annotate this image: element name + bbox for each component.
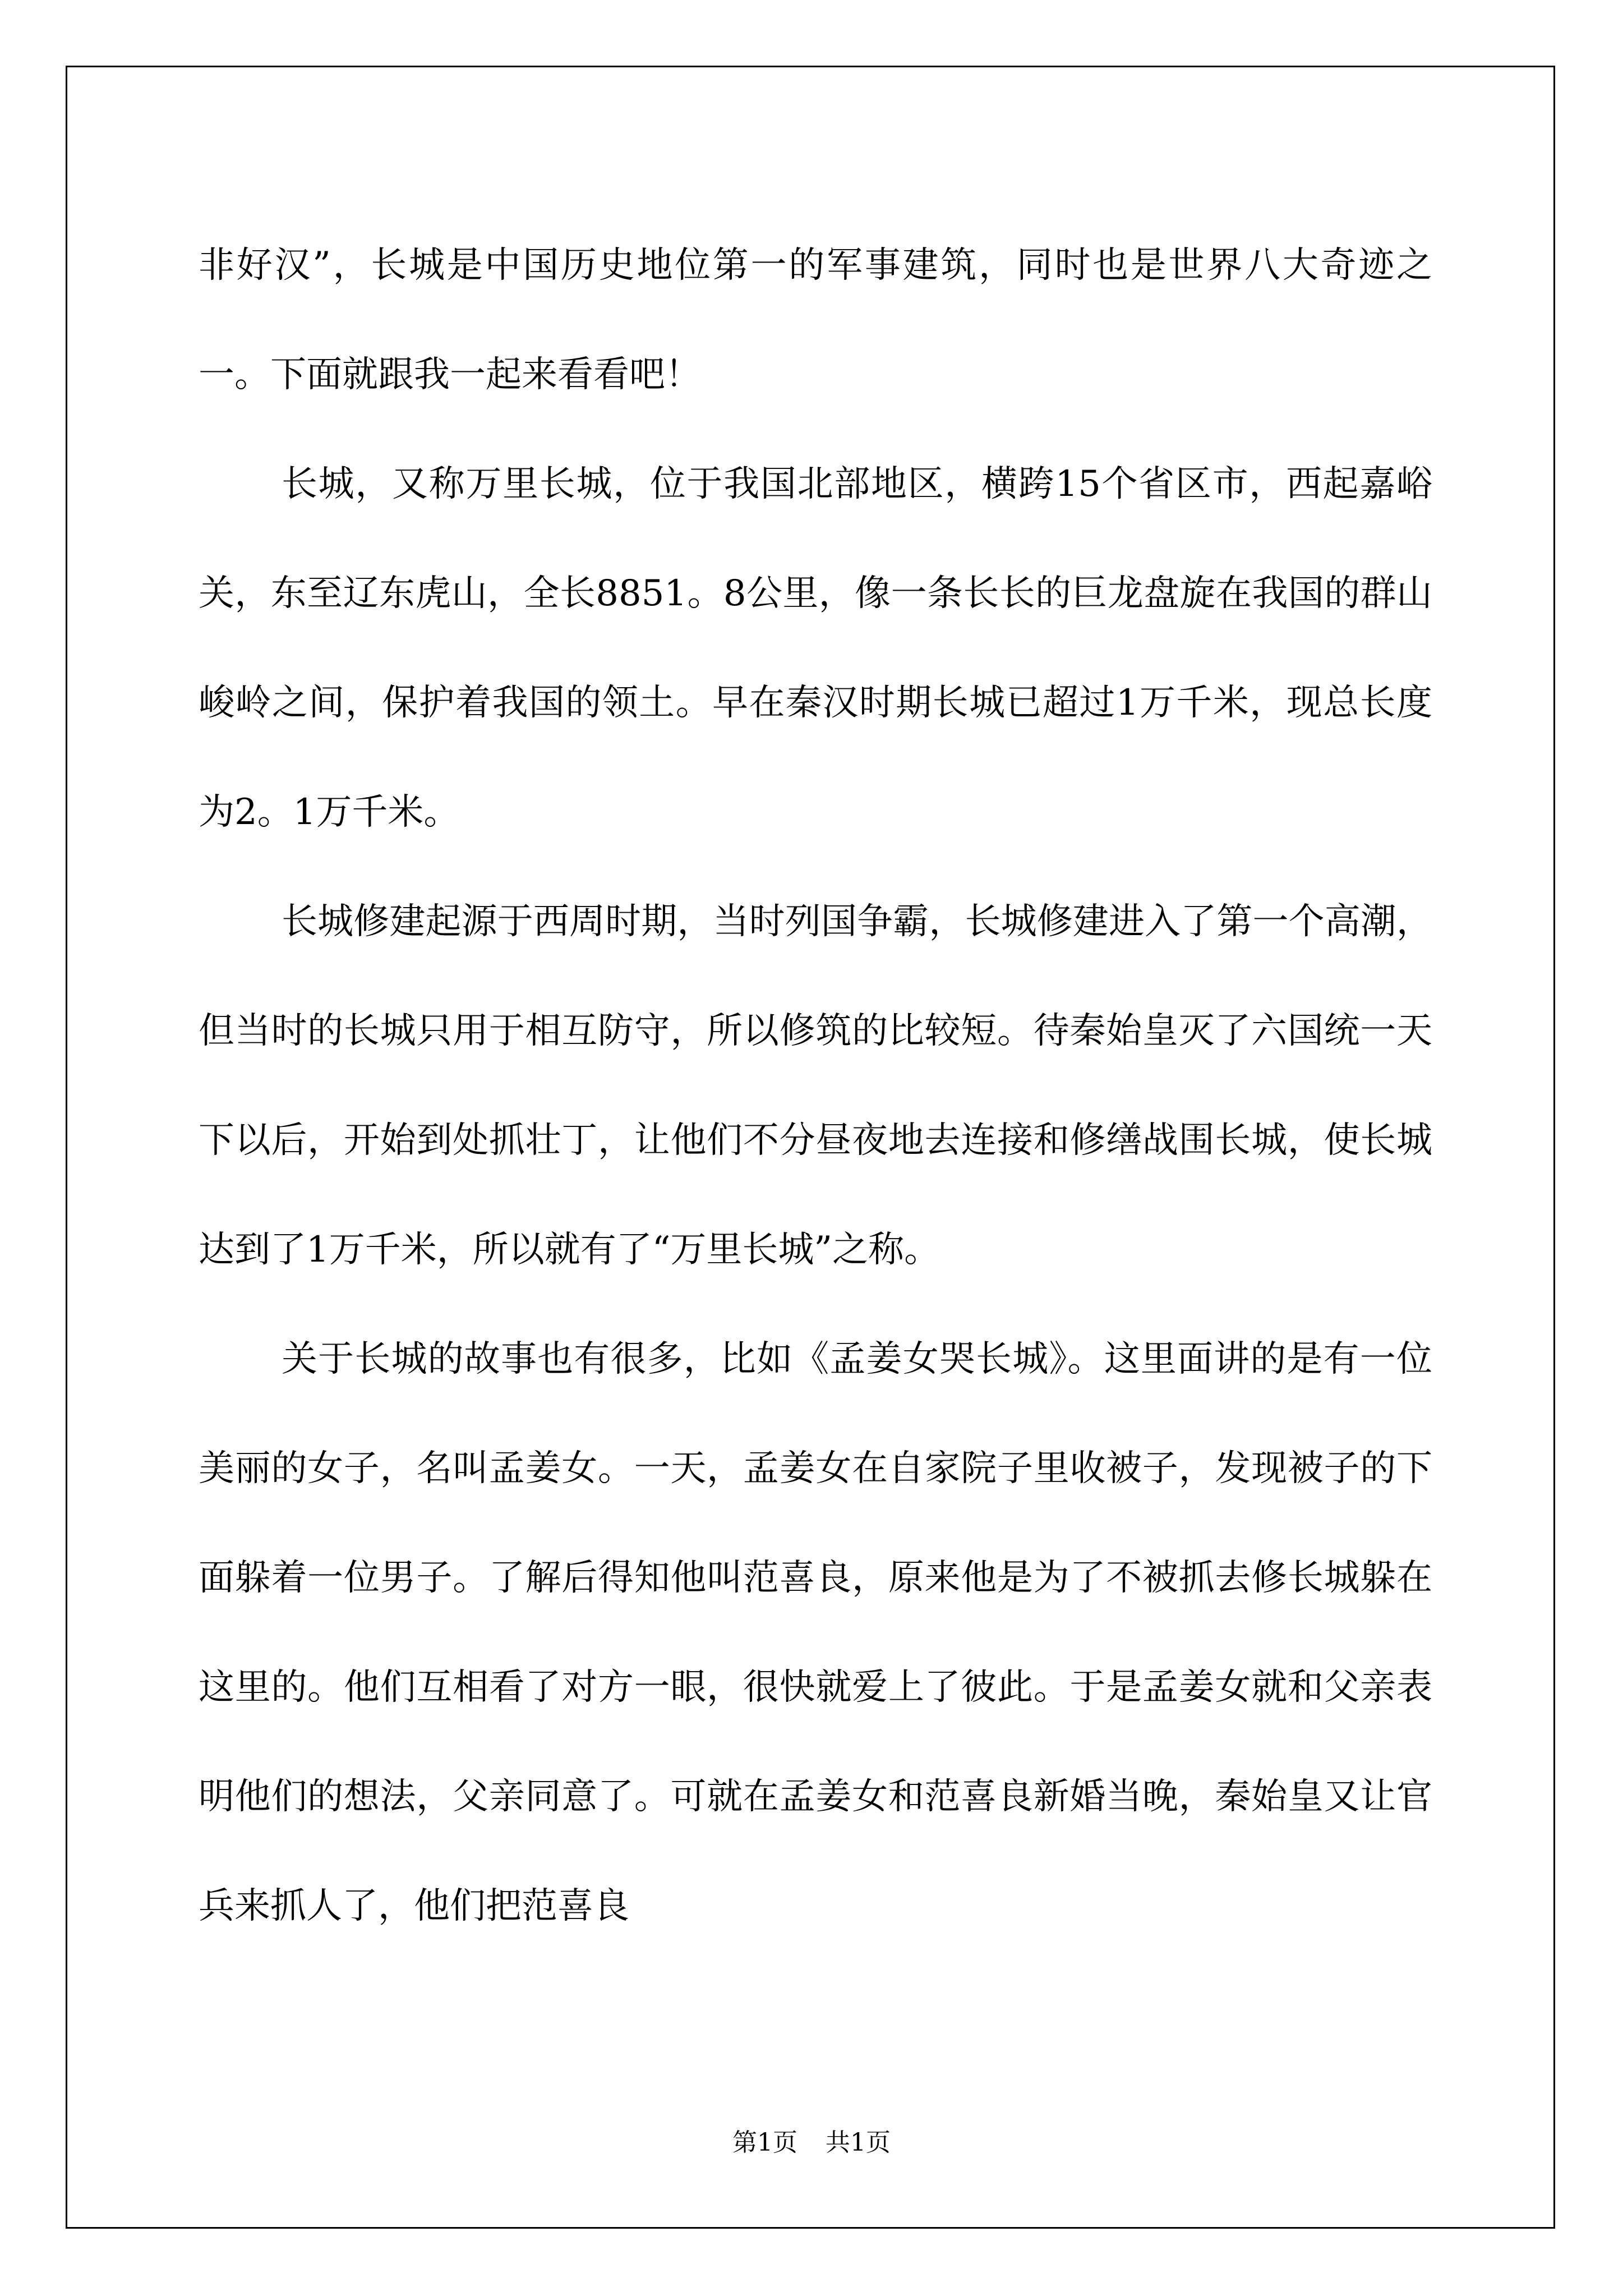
page-number-current: 第1页 [732,2128,797,2157]
paragraph-overview: 长城，又称万里长城，位于我国北部地区，横跨15个省区市，西起嘉峪关，东至辽东虎山，全长8851。8公里，像一条长长的巨龙盘旋在我国的群山峻岭之间，保护着我国的领土。早在秦汉时期长城已超过1万千米，现总长度为2。1万千米。 [199,463,1432,833]
document-body [199,211,1432,1961]
paragraph-intro: 非好汉”，长城是中国历史地位第一的军事建筑，同时也是世界八大奇迹之一。下面就跟我一起来看看吧！ [199,245,1432,395]
paragraph-history: 长城修建起源于西周时期，当时列国争霸，长城修建进入了第一个高潮，但当时的长城只用于相互防守，所以修筑的比较短。待秦始皇灭了六国统一天下以后，开始到处抓壮丁，让他们不分昼夜地去连接和修缮战围长城，使长城达到了1万千米，所以就有了“万里长城”之称。 [199,901,1432,1271]
paragraph-story: 关于长城的故事也有很多，比如《孟姜女哭长城》。这里面讲的是有一位美丽的女子，名叫孟姜女。一天，孟姜女在自家院子里收被子，发现被子的下面躲着一位男子。了解后得知他叫范喜良，原来他是为了不被抓去修长城躲在这里的。他们互相看了对方一眼，很快就爱上了彼此。于是孟姜女就和父亲表明他们的想法，父亲同意了。可就在孟姜女和范喜良新婚当晚，秦始皇又让官兵来抓人了，他们把范喜良 [199,1338,1432,1927]
page-number-total: 共1页 [826,2128,891,2157]
page-footer [0,2126,1623,2160]
